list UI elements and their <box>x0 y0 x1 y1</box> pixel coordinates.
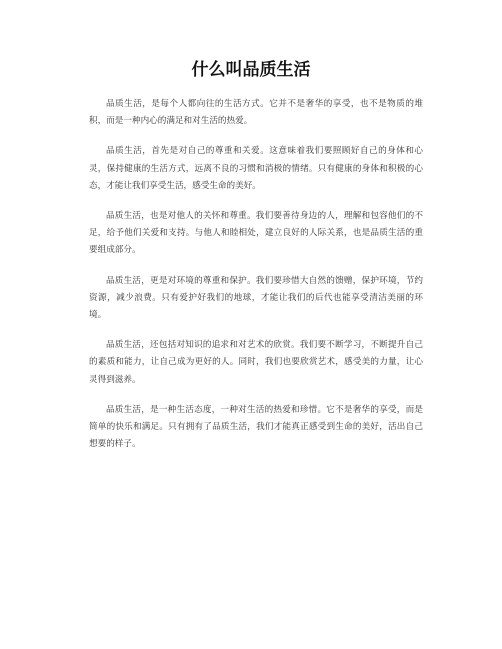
document-title: 什么叫品质生活 <box>191 60 311 80</box>
document-body <box>89 96 423 466</box>
paragraph-2: 品质生活，首先是对自己的尊重和关爱。这意味着我们要照顾好自己的身体和心灵，保持健康的生活方式，远离不良的习惯和消极的情绪。只有健康的身体和积极的心态，才能让我们享受生活，感受生命的美好。 <box>89 146 423 191</box>
paragraph-5: 品质生活，还包括对知识的追求和对艺术的欣赏。我们要不断学习，不断提升自己的素质和能力，让自己成为更好的人。同时，我们也要欣赏艺术，感受美的力量，让心灵得到滋养。 <box>89 340 423 385</box>
paragraph-3: 品质生活，也是对他人的关怀和尊重。我们要善待身边的人，理解和包容他们的不足，给予他们关爱和支持。与他人和睦相处，建立良好的人际关系，也是品质生活的重要组成部分。 <box>89 211 423 256</box>
paragraph-1: 品质生活，是每个人都向往的生活方式。它并不是奢华的享受，也不是物质的堆积，而是一种内心的满足和对生活的热爱。 <box>89 99 423 127</box>
paragraph-6: 品质生活，是一种生活态度，一种对生活的热爱和珍惜。它不是奢华的享受，而是简单的快乐和满足。只有拥有了品质生活，我们才能真正感受到生命的美好，活出自己想要的样子。 <box>89 404 423 450</box>
paragraph-4: 品质生活，更是对环境的尊重和保护。我们要珍惜大自然的馈赠，保护环境，节约资源，减少浪费。只有爱护好我们的地球，才能让我们的后代也能享受清洁美丽的环境。 <box>89 275 423 321</box>
